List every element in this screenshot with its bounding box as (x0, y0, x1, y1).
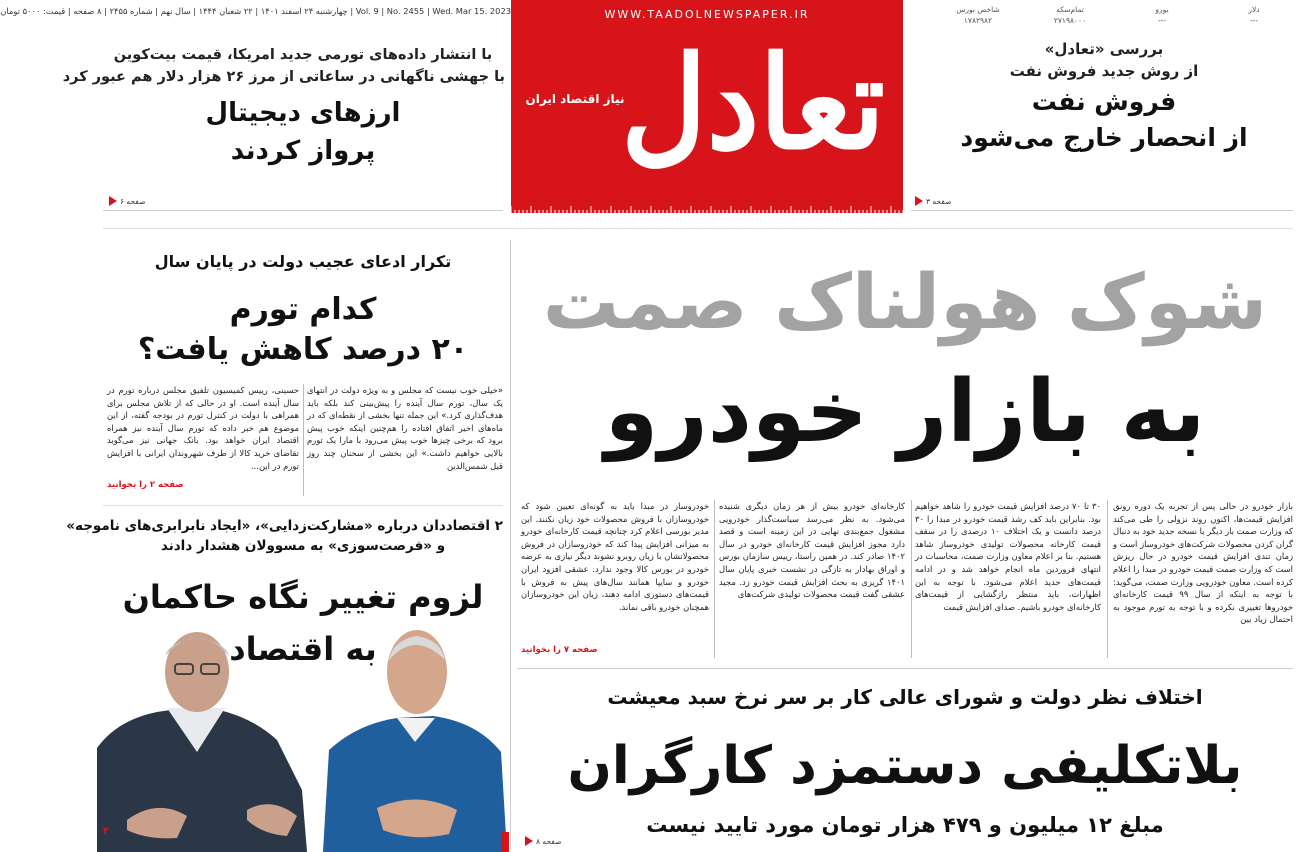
oil-kicker: بررسی «تعادل» (1044, 40, 1164, 58)
divider (517, 668, 1293, 669)
inflation-kicker: تکرار ادعای عجیب دولت در پایان سال (154, 252, 452, 271)
divider (103, 505, 503, 506)
page-number: صفحه ۳ (926, 196, 952, 206)
person-right (323, 630, 507, 852)
page-number: صفحه ۶ (120, 196, 146, 206)
crypto-story (62, 44, 505, 194)
oil-kicker-2: از روش جدید فروش نفت (1009, 62, 1199, 80)
crypto-headline-2: پرواز کردند (230, 136, 376, 166)
oil-page-ref[interactable] (915, 196, 951, 206)
divider (303, 384, 304, 496)
oil-headline-2: از انحصار خارج می‌شود (960, 123, 1248, 152)
inflation-read-more[interactable]: صفحه ۲ را بخوانید (107, 480, 184, 490)
economists-headline-2: به اقتصاد (229, 630, 377, 668)
main-col-1: بازار خودرو در حالی پس از تجربه یک دوره رونق افزایش قیمت‌ها، اکنون روند نزولی را طی می‌کند که وزارت صمت بار دیگر با نسخه جدید خود به دنبال گران کردن محصولات شرکت‌های خودروساز است و زمان تندی افزایش قیمت خودرو در حال ریزش است که وزارت صمت قیمت خودرو در مبدا را اعلام کرده است. معاون خودرویی وزارت صمت، می‌گوید: با توجه به اینکه از سال ۹۹ قیمت کارخانه‌ای خودروها تغییری نکرده و با توجه به تورم موجود به احتمال زیاد بین (1112, 501, 1294, 625)
dateline: Vol. 9 | No. 2455 | Wed. Mar 15. 2023 | چهارشنبه ۲۴ اسفند ۱۴۰۱ | ۲۲ شعبان ۱۴۴۴ | سال نهم | شماره ۲۴۵۵ | ۸ صفحه | قیمت: ۵۰۰۰ تومان (0, 6, 511, 16)
oil-story (915, 38, 1293, 208)
crypto-kicker-2: با جهشی ناگهانی در ساعاتی از مرز ۲۶ هزار دلار هم عبور کرد (62, 69, 505, 85)
main-headline: به بازار خودرو (604, 362, 1206, 462)
main-headline-gray: شوک هولناک صمت (542, 257, 1268, 346)
page-number: صفحه ۸ (536, 836, 562, 846)
divider (103, 228, 1293, 229)
main-col-4: خودروساز در مبدا باید به گونه‌ای تعیین شود که خودروسازان با فروش محصولات خود زیان نکنند. این مدیر بورسی اعلام کرد چنانچه قیمت کارخانه‌ای خودرو به میزانی افزایش پیدا کند که خودروسازان در فروش محصولاتشان با زیان روبرو نشوند دیگر نیازی به عرضه خودرو در بورس کالا وجود ندارد. عشقی افزود ایران خودرو و سایپا همانند سال‌های پیش به فروش با قیمت‌های دستوری ادامه دهند، زیان این خودروسازان همچنان خودرو باقی نماند. (521, 501, 709, 612)
divider (1107, 500, 1108, 658)
economists-page-ref[interactable]: ۴ (102, 826, 109, 837)
divider (510, 240, 511, 850)
main-read-more[interactable]: صفحه ۷ را بخوانید (521, 645, 598, 655)
website-url: WWW.TAADOLNEWSPAPER.IR (604, 8, 810, 21)
crypto-page-ref[interactable] (109, 196, 145, 206)
person-left (97, 632, 307, 852)
market-ticker (927, 4, 1293, 30)
logo: تعادل (620, 27, 885, 178)
economists-kicker-1: ۲ اقتصاددان درباره «مشارکت‌زدایی»، «ایجاد نابرابری‌های ناموجه» (66, 518, 503, 534)
divider (911, 210, 1293, 211)
wages-page-ref[interactable] (525, 836, 561, 846)
crypto-kicker-1: با انتشار داده‌های تورمی جدید امریکا، قیمت بیت‌کوین (113, 47, 493, 63)
oil-headline-1: فروش نفت (1031, 87, 1177, 116)
market-item: شاخص بورس ۱۷۸۲۹۸۲ (956, 5, 1000, 25)
triangle-icon (109, 196, 117, 206)
crypto-headline-1: ارزهای دیجیتال (205, 98, 401, 128)
market-item: تمام‌سکه ۲۷۱۹۸۰۰۰ (1053, 5, 1087, 25)
inflation-headline-2: ۲۰ درصد کاهش یافت؟ (137, 332, 469, 367)
inflation-col-2: حسینی، رییس کمیسیون تلفیق مجلس درباره تورم در سال آینده است. او در حالی که از تلاش مجلس برای همراهی با دولت در کنترل تورم در بودجه گفته، از این موضوع هم خبر داده که تورم سال آینده نیز همراه اقتصاد ایران خواهد بود. بانک جهانی نیز می‌گوید تقاضای خرید کالا از طرف شهروندان ایرانی با افزایش تورم در این... (107, 385, 299, 471)
divider (714, 500, 715, 658)
tagline: نیاز اقتصاد ایران (525, 92, 625, 106)
main-col-2: ۳۰ تا ۷۰ درصد افزایش قیمت خودرو را شاهد خواهیم بود. بنابراین باید کف رشد قیمت خودرو در مبدا را ۳۰ درصد دانست و یک اختلاف ۱۰ درصدی را در سقف قیمت کارخانه محصولات تولیدی خودروساز شاهد هستیم. بنا بر اعلام معاون وزارت صمت، محاسبات در انتهای فروردین ماه انجام خواهد شد و در ادامه قیمت‌های جدید اعلام می‌شود. با توجه به این اظهارات، باید منتظر رازگشایی از قیمت‌های کارخانه‌ای خودرو باشیم. صدای افزایش قیمت (915, 501, 1101, 612)
economists-headline-1: لزوم تغییر نگاه حاکمان (122, 578, 484, 616)
market-item: یورو --- (1155, 5, 1169, 25)
divider (103, 210, 503, 211)
masthead (511, 0, 903, 214)
economists-kicker-2: و «فرصت‌سوزی» به مسوولان هشدار دادند (160, 538, 446, 554)
ruler-ticks (511, 202, 903, 214)
market-item: دلار --- (1248, 5, 1260, 25)
inflation-headline-1: کدام تورم (229, 292, 377, 327)
inflation-col-1: «خیلی خوب نیست که مجلس و به ویژه دولت در انتهای یک سال، تورم سال آینده را پیش‌بینی کند بلکه باید هدف‌گذاری کرد.» این جمله تنها بخشی از نقطه‌ای که در ماه‌های اخیر اتفاق افتاده را هم‌چنین اینکه خوب پیش برود که برخی چیزها خوب پیش می‌رود با مارا یک تورم بالایی خواهیم داشت.» این بخشی از سخنان چند روز قبل شمس‌الدین (307, 385, 503, 471)
triangle-icon (915, 196, 923, 206)
wages-subheadline: مبلغ ۱۲ میلیون و ۴۷۹ هزار تومان مورد تایید نیست (646, 813, 1164, 837)
main-col-3: کارخانه‌ای خودرو بیش از هر زمان دیگری شنیده می‌شود. به نظر می‌رسد سیاست‌گذار خودرویی مشغول جمع‌بندی نهایی در این زمینه است و قصد دارد مجوز افزایش قیمت کارخانه‌ای خودرو در سال ۱۴۰۲ صادر کند. در همین راستا، رییس سازمان بورس و اوراق بهادار به تازگی در نشست خبری پایان سال ۱۴۰۱ گریزی به بحث افزایش قیمت خودرو زد. مجید عشقی گفت قیمت محصولات تولیدی شرکت‌های (719, 501, 905, 600)
divider (911, 500, 912, 658)
wages-headline: بلاتکلیفی دستمزد کارگران (567, 736, 1243, 796)
economists-photo (97, 620, 509, 852)
wages-kicker: اختلاف نظر دولت و شورای عالی کار بر سر نرخ سبد معیشت (607, 685, 1203, 709)
triangle-icon (525, 836, 533, 846)
